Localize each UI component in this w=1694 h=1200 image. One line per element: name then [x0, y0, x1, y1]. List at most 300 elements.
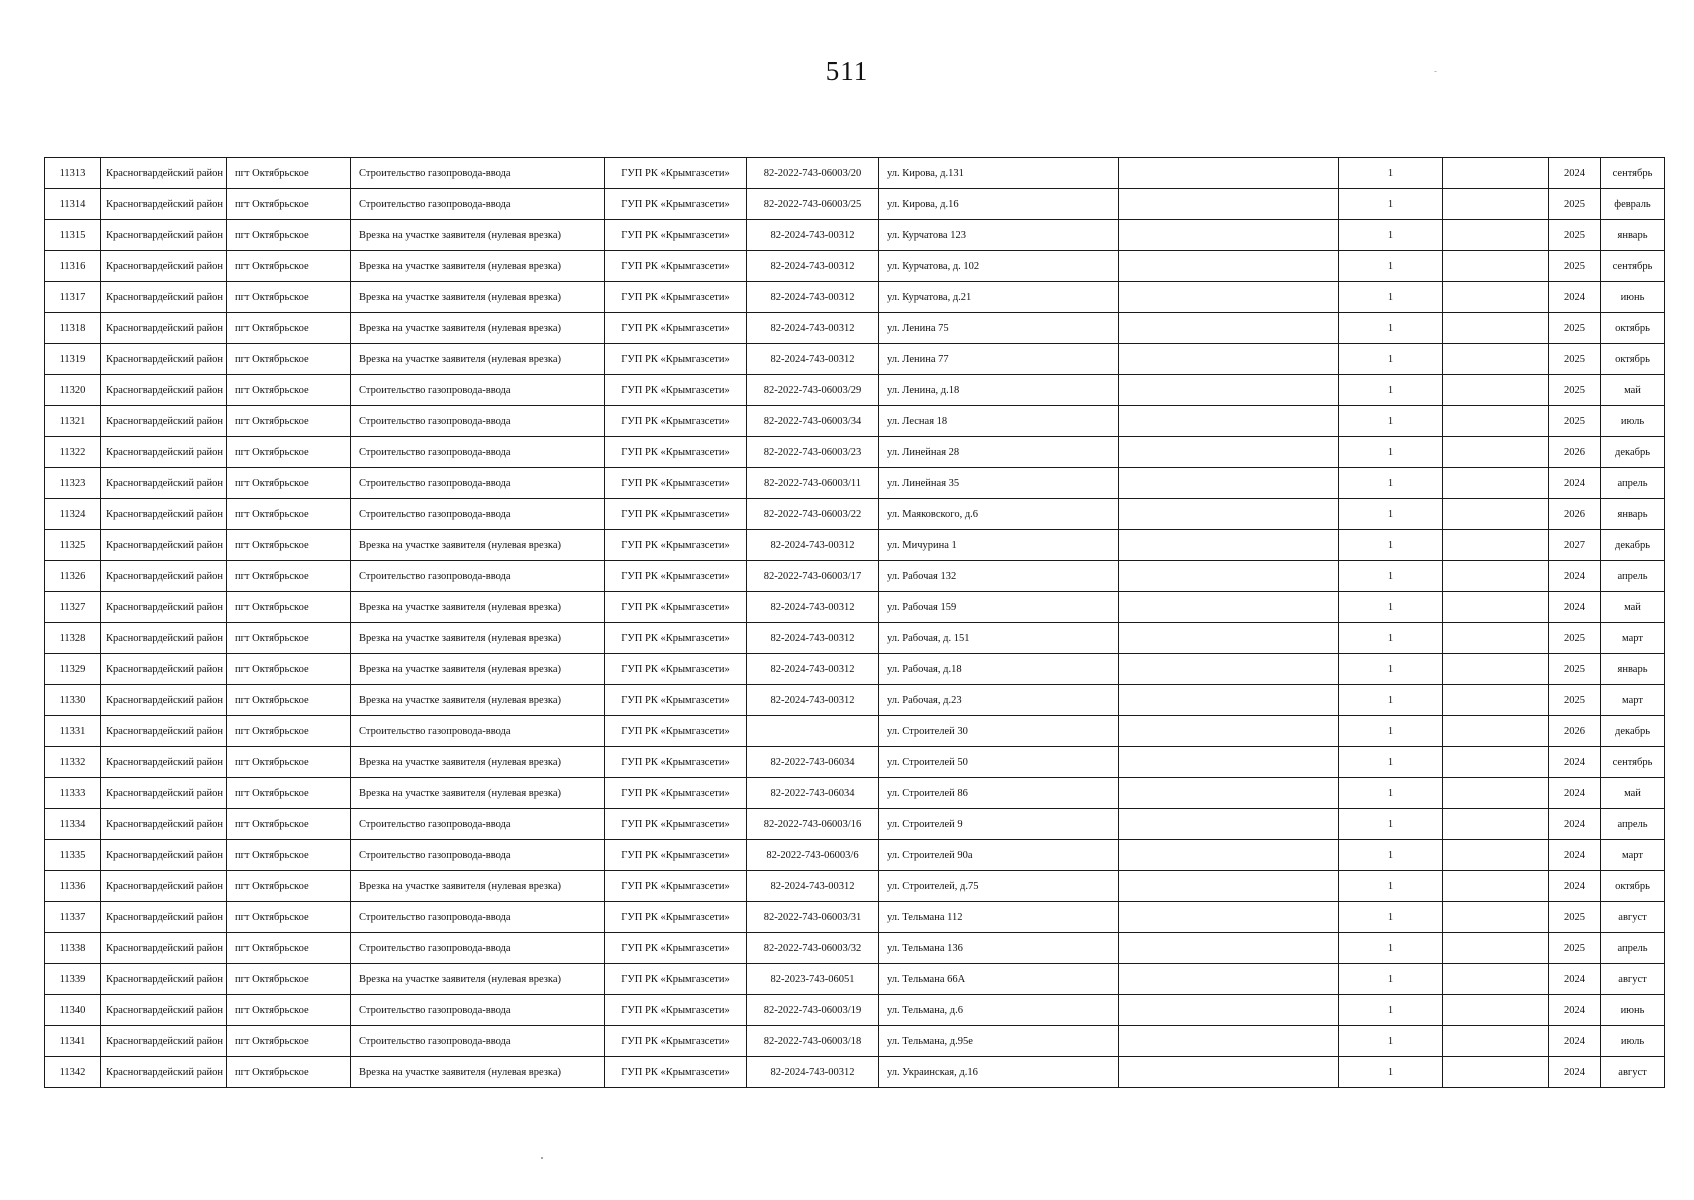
- empty-cell: [1119, 778, 1339, 809]
- address-cell: ул. Линейная 28: [879, 437, 1119, 468]
- settlement-cell: пгт Октябрьское: [227, 220, 351, 251]
- year-cell: 2024: [1549, 871, 1601, 902]
- row-number: 11335: [45, 840, 101, 871]
- quantity-cell: 1: [1339, 375, 1443, 406]
- district-cell: Красногвардейский район: [101, 964, 227, 995]
- row-number: 11336: [45, 871, 101, 902]
- document-code-cell: 82-2022-743-06003/16: [747, 809, 879, 840]
- organization-cell: ГУП РК «Крымгазсети»: [605, 251, 747, 282]
- work-type-cell: Врезка на участке заявителя (нулевая врезка): [351, 871, 605, 902]
- empty-cell: [1443, 871, 1549, 902]
- document-code-cell: 82-2024-743-00312: [747, 220, 879, 251]
- work-type-cell: Строительство газопровода-ввода: [351, 902, 605, 933]
- work-type-cell: Строительство газопровода-ввода: [351, 995, 605, 1026]
- document-code-cell: 82-2022-743-06003/22: [747, 499, 879, 530]
- document-code-cell: 82-2024-743-00312: [747, 282, 879, 313]
- address-cell: ул. Тельмана 66А: [879, 964, 1119, 995]
- address-cell: ул. Ленина 75: [879, 313, 1119, 344]
- table-row: [45, 220, 1665, 251]
- empty-cell: [1119, 375, 1339, 406]
- row-number: 11314: [45, 189, 101, 220]
- district-cell: Красногвардейский район: [101, 468, 227, 499]
- district-cell: Красногвардейский район: [101, 902, 227, 933]
- quantity-cell: 1: [1339, 1057, 1443, 1088]
- month-cell: январь: [1601, 499, 1665, 530]
- empty-cell: [1119, 499, 1339, 530]
- empty-cell: [1443, 1057, 1549, 1088]
- address-cell: ул. Рабочая 159: [879, 592, 1119, 623]
- work-type-cell: Строительство газопровода-ввода: [351, 158, 605, 189]
- settlement-cell: пгт Октябрьское: [227, 902, 351, 933]
- empty-cell: [1119, 623, 1339, 654]
- empty-cell: [1443, 158, 1549, 189]
- quantity-cell: 1: [1339, 747, 1443, 778]
- work-type-cell: Врезка на участке заявителя (нулевая врезка): [351, 623, 605, 654]
- organization-cell: ГУП РК «Крымгазсети»: [605, 468, 747, 499]
- table-row: [45, 747, 1665, 778]
- month-cell: декабрь: [1601, 716, 1665, 747]
- month-cell: март: [1601, 840, 1665, 871]
- organization-cell: ГУП РК «Крымгазсети»: [605, 809, 747, 840]
- organization-cell: ГУП РК «Крымгазсети»: [605, 437, 747, 468]
- quantity-cell: 1: [1339, 468, 1443, 499]
- district-cell: Красногвардейский район: [101, 375, 227, 406]
- work-type-cell: Врезка на участке заявителя (нулевая врезка): [351, 685, 605, 716]
- year-cell: 2025: [1549, 654, 1601, 685]
- empty-cell: [1443, 375, 1549, 406]
- work-type-cell: Врезка на участке заявителя (нулевая врезка): [351, 592, 605, 623]
- empty-cell: [1119, 158, 1339, 189]
- district-cell: Красногвардейский район: [101, 561, 227, 592]
- quantity-cell: 1: [1339, 871, 1443, 902]
- table-row: [45, 654, 1665, 685]
- empty-cell: [1119, 933, 1339, 964]
- row-number: 11319: [45, 344, 101, 375]
- quantity-cell: 1: [1339, 220, 1443, 251]
- document-code-cell: 82-2022-743-06003/29: [747, 375, 879, 406]
- settlement-cell: пгт Октябрьское: [227, 313, 351, 344]
- address-cell: ул. Украинская, д.16: [879, 1057, 1119, 1088]
- district-cell: Красногвардейский район: [101, 530, 227, 561]
- organization-cell: ГУП РК «Крымгазсети»: [605, 716, 747, 747]
- empty-cell: [1119, 313, 1339, 344]
- address-cell: ул. Тельмана, д.6: [879, 995, 1119, 1026]
- settlement-cell: пгт Октябрьское: [227, 561, 351, 592]
- settlement-cell: пгт Октябрьское: [227, 499, 351, 530]
- work-type-cell: Строительство газопровода-ввода: [351, 933, 605, 964]
- empty-cell: [1119, 282, 1339, 313]
- year-cell: 2024: [1549, 995, 1601, 1026]
- quantity-cell: 1: [1339, 499, 1443, 530]
- table-row: [45, 344, 1665, 375]
- settlement-cell: пгт Октябрьское: [227, 437, 351, 468]
- work-type-cell: Врезка на участке заявителя (нулевая врезка): [351, 964, 605, 995]
- year-cell: 2025: [1549, 189, 1601, 220]
- document-code-cell: 82-2024-743-00312: [747, 685, 879, 716]
- district-cell: Красногвардейский район: [101, 437, 227, 468]
- district-cell: Красногвардейский район: [101, 592, 227, 623]
- organization-cell: ГУП РК «Крымгазсети»: [605, 344, 747, 375]
- page-number: 511: [825, 56, 869, 86]
- work-type-cell: Врезка на участке заявителя (нулевая врезка): [351, 251, 605, 282]
- table-row: [45, 375, 1665, 406]
- row-number: 11342: [45, 1057, 101, 1088]
- district-cell: Красногвардейский район: [101, 623, 227, 654]
- document-code-cell: 82-2022-743-06034: [747, 778, 879, 809]
- organization-cell: ГУП РК «Крымгазсети»: [605, 592, 747, 623]
- district-cell: Красногвардейский район: [101, 778, 227, 809]
- empty-cell: [1443, 716, 1549, 747]
- organization-cell: ГУП РК «Крымгазсети»: [605, 685, 747, 716]
- organization-cell: ГУП РК «Крымгазсети»: [605, 1026, 747, 1057]
- year-cell: 2024: [1549, 468, 1601, 499]
- quantity-cell: 1: [1339, 406, 1443, 437]
- organization-cell: ГУП РК «Крымгазсети»: [605, 1057, 747, 1088]
- settlement-cell: пгт Октябрьское: [227, 871, 351, 902]
- empty-cell: [1119, 189, 1339, 220]
- district-cell: Красногвардейский район: [101, 809, 227, 840]
- address-cell: ул. Тельмана, д.95е: [879, 1026, 1119, 1057]
- empty-cell: [1119, 530, 1339, 561]
- quantity-cell: 1: [1339, 1026, 1443, 1057]
- table-row: [45, 933, 1665, 964]
- address-cell: ул. Рабочая, д. 151: [879, 623, 1119, 654]
- month-cell: декабрь: [1601, 437, 1665, 468]
- work-type-cell: Врезка на участке заявителя (нулевая врезка): [351, 530, 605, 561]
- work-type-cell: Врезка на участке заявителя (нулевая врезка): [351, 313, 605, 344]
- month-cell: июнь: [1601, 282, 1665, 313]
- settlement-cell: пгт Октябрьское: [227, 654, 351, 685]
- empty-cell: [1119, 840, 1339, 871]
- year-cell: 2024: [1549, 592, 1601, 623]
- organization-cell: ГУП РК «Крымгазсети»: [605, 220, 747, 251]
- work-type-cell: Строительство газопровода-ввода: [351, 189, 605, 220]
- empty-cell: [1443, 995, 1549, 1026]
- document-code-cell: 82-2022-743-06003/23: [747, 437, 879, 468]
- district-cell: Красногвардейский район: [101, 933, 227, 964]
- empty-cell: [1443, 313, 1549, 344]
- address-cell: ул. Курчатова, д. 102: [879, 251, 1119, 282]
- work-type-cell: Строительство газопровода-ввода: [351, 375, 605, 406]
- empty-cell: [1119, 809, 1339, 840]
- quantity-cell: 1: [1339, 778, 1443, 809]
- district-cell: Красногвардейский район: [101, 1057, 227, 1088]
- empty-cell: [1443, 561, 1549, 592]
- year-cell: 2024: [1549, 778, 1601, 809]
- empty-cell: [1119, 747, 1339, 778]
- settlement-cell: пгт Октябрьское: [227, 685, 351, 716]
- month-cell: август: [1601, 902, 1665, 933]
- document-code-cell: 82-2022-743-06003/20: [747, 158, 879, 189]
- month-cell: июль: [1601, 1026, 1665, 1057]
- month-cell: май: [1601, 778, 1665, 809]
- gasification-schedule-table: [44, 157, 1665, 1088]
- row-number: 11322: [45, 437, 101, 468]
- district-cell: Красногвардейский район: [101, 716, 227, 747]
- document-code-cell: 82-2022-743-06003/6: [747, 840, 879, 871]
- empty-cell: [1443, 778, 1549, 809]
- quantity-cell: 1: [1339, 592, 1443, 623]
- work-type-cell: Строительство газопровода-ввода: [351, 840, 605, 871]
- district-cell: Красногвардейский район: [101, 995, 227, 1026]
- address-cell: ул. Строителей 9: [879, 809, 1119, 840]
- month-cell: январь: [1601, 654, 1665, 685]
- quantity-cell: 1: [1339, 623, 1443, 654]
- row-number: 11317: [45, 282, 101, 313]
- row-number: 11326: [45, 561, 101, 592]
- work-type-cell: Строительство газопровода-ввода: [351, 406, 605, 437]
- document-code-cell: 82-2024-743-00312: [747, 654, 879, 685]
- table-row: [45, 592, 1665, 623]
- year-cell: 2024: [1549, 282, 1601, 313]
- quantity-cell: 1: [1339, 964, 1443, 995]
- district-cell: Красногвардейский район: [101, 406, 227, 437]
- month-cell: сентябрь: [1601, 747, 1665, 778]
- organization-cell: ГУП РК «Крымгазсети»: [605, 375, 747, 406]
- address-cell: ул. Строителей 50: [879, 747, 1119, 778]
- organization-cell: ГУП РК «Крымгазсети»: [605, 623, 747, 654]
- scan-speck: [1434, 71, 1437, 72]
- settlement-cell: пгт Октябрьское: [227, 809, 351, 840]
- quantity-cell: 1: [1339, 313, 1443, 344]
- work-type-cell: Врезка на участке заявителя (нулевая врезка): [351, 654, 605, 685]
- table-row: [45, 251, 1665, 282]
- month-cell: май: [1601, 592, 1665, 623]
- settlement-cell: пгт Октябрьское: [227, 282, 351, 313]
- settlement-cell: пгт Октябрьское: [227, 995, 351, 1026]
- empty-cell: [1119, 437, 1339, 468]
- empty-cell: [1443, 747, 1549, 778]
- address-cell: ул. Тельмана 136: [879, 933, 1119, 964]
- document-code-cell: 82-2022-743-06003/25: [747, 189, 879, 220]
- month-cell: август: [1601, 1057, 1665, 1088]
- address-cell: ул. Рабочая 132: [879, 561, 1119, 592]
- empty-cell: [1119, 344, 1339, 375]
- organization-cell: ГУП РК «Крымгазсети»: [605, 406, 747, 437]
- settlement-cell: пгт Октябрьское: [227, 840, 351, 871]
- quantity-cell: 1: [1339, 902, 1443, 933]
- empty-cell: [1443, 344, 1549, 375]
- document-code-cell: 82-2024-743-00312: [747, 251, 879, 282]
- address-cell: ул. Строителей 86: [879, 778, 1119, 809]
- year-cell: 2025: [1549, 902, 1601, 933]
- row-number: 11333: [45, 778, 101, 809]
- row-number: 11337: [45, 902, 101, 933]
- document-code-cell: 82-2022-743-06003/32: [747, 933, 879, 964]
- settlement-cell: пгт Октябрьское: [227, 468, 351, 499]
- empty-cell: [1119, 902, 1339, 933]
- organization-cell: ГУП РК «Крымгазсети»: [605, 778, 747, 809]
- table-row: [45, 282, 1665, 313]
- year-cell: 2025: [1549, 251, 1601, 282]
- district-cell: Красногвардейский район: [101, 313, 227, 344]
- row-number: 11332: [45, 747, 101, 778]
- address-cell: ул. Кирова, д.16: [879, 189, 1119, 220]
- work-type-cell: Строительство газопровода-ввода: [351, 809, 605, 840]
- empty-cell: [1443, 282, 1549, 313]
- empty-cell: [1119, 716, 1339, 747]
- document-code-cell: [747, 716, 879, 747]
- document-code-cell: 82-2022-743-06003/17: [747, 561, 879, 592]
- district-cell: Красногвардейский район: [101, 220, 227, 251]
- month-cell: июнь: [1601, 995, 1665, 1026]
- address-cell: ул. Строителей 90а: [879, 840, 1119, 871]
- address-cell: ул. Строителей, д.75: [879, 871, 1119, 902]
- year-cell: 2024: [1549, 747, 1601, 778]
- table-row: [45, 437, 1665, 468]
- year-cell: 2025: [1549, 220, 1601, 251]
- scan-speck: [541, 1157, 543, 1159]
- district-cell: Красногвардейский район: [101, 654, 227, 685]
- document-code-cell: 82-2024-743-00312: [747, 623, 879, 654]
- document-code-cell: 82-2024-743-00312: [747, 313, 879, 344]
- row-number: 11323: [45, 468, 101, 499]
- district-cell: Красногвардейский район: [101, 1026, 227, 1057]
- settlement-cell: пгт Октябрьское: [227, 778, 351, 809]
- settlement-cell: пгт Октябрьское: [227, 1026, 351, 1057]
- month-cell: август: [1601, 964, 1665, 995]
- table-row: [45, 468, 1665, 499]
- row-number: 11334: [45, 809, 101, 840]
- month-cell: май: [1601, 375, 1665, 406]
- settlement-cell: пгт Октябрьское: [227, 251, 351, 282]
- year-cell: 2026: [1549, 499, 1601, 530]
- month-cell: июль: [1601, 406, 1665, 437]
- year-cell: 2024: [1549, 809, 1601, 840]
- table-row: [45, 158, 1665, 189]
- row-number: 11320: [45, 375, 101, 406]
- address-cell: ул. Линейная 35: [879, 468, 1119, 499]
- empty-cell: [1119, 406, 1339, 437]
- year-cell: 2024: [1549, 1057, 1601, 1088]
- settlement-cell: пгт Октябрьское: [227, 716, 351, 747]
- row-number: 11324: [45, 499, 101, 530]
- settlement-cell: пгт Октябрьское: [227, 158, 351, 189]
- row-number: 11325: [45, 530, 101, 561]
- year-cell: 2024: [1549, 561, 1601, 592]
- work-type-cell: Строительство газопровода-ввода: [351, 468, 605, 499]
- empty-cell: [1119, 561, 1339, 592]
- empty-cell: [1443, 933, 1549, 964]
- table-row: [45, 995, 1665, 1026]
- row-number: 11339: [45, 964, 101, 995]
- document-code-cell: 82-2022-743-06003/11: [747, 468, 879, 499]
- month-cell: октябрь: [1601, 344, 1665, 375]
- month-cell: апрель: [1601, 468, 1665, 499]
- address-cell: ул. Рабочая, д.18: [879, 654, 1119, 685]
- settlement-cell: пгт Октябрьское: [227, 189, 351, 220]
- document-code-cell: 82-2024-743-00312: [747, 344, 879, 375]
- organization-cell: ГУП РК «Крымгазсети»: [605, 530, 747, 561]
- month-cell: апрель: [1601, 933, 1665, 964]
- table-row: [45, 530, 1665, 561]
- organization-cell: ГУП РК «Крымгазсети»: [605, 282, 747, 313]
- empty-cell: [1443, 685, 1549, 716]
- year-cell: 2025: [1549, 375, 1601, 406]
- table-row: [45, 716, 1665, 747]
- address-cell: ул. Кирова, д.131: [879, 158, 1119, 189]
- empty-cell: [1119, 1026, 1339, 1057]
- address-cell: ул. Тельмана 112: [879, 902, 1119, 933]
- address-cell: ул. Ленина 77: [879, 344, 1119, 375]
- settlement-cell: пгт Октябрьское: [227, 964, 351, 995]
- work-type-cell: Строительство газопровода-ввода: [351, 716, 605, 747]
- year-cell: 2025: [1549, 685, 1601, 716]
- settlement-cell: пгт Октябрьское: [227, 375, 351, 406]
- month-cell: декабрь: [1601, 530, 1665, 561]
- row-number: 11318: [45, 313, 101, 344]
- district-cell: Красногвардейский район: [101, 685, 227, 716]
- empty-cell: [1443, 902, 1549, 933]
- empty-cell: [1119, 654, 1339, 685]
- empty-cell: [1119, 468, 1339, 499]
- work-type-cell: Врезка на участке заявителя (нулевая врезка): [351, 747, 605, 778]
- empty-cell: [1443, 220, 1549, 251]
- organization-cell: ГУП РК «Крымгазсети»: [605, 158, 747, 189]
- settlement-cell: пгт Октябрьское: [227, 1057, 351, 1088]
- empty-cell: [1119, 592, 1339, 623]
- row-number: 11315: [45, 220, 101, 251]
- empty-cell: [1119, 995, 1339, 1026]
- empty-cell: [1443, 530, 1549, 561]
- year-cell: 2025: [1549, 623, 1601, 654]
- quantity-cell: 1: [1339, 437, 1443, 468]
- settlement-cell: пгт Октябрьское: [227, 406, 351, 437]
- table-row: [45, 623, 1665, 654]
- year-cell: 2027: [1549, 530, 1601, 561]
- empty-cell: [1443, 189, 1549, 220]
- document-code-cell: 82-2022-743-06003/34: [747, 406, 879, 437]
- address-cell: ул. Рабочая, д.23: [879, 685, 1119, 716]
- empty-cell: [1119, 220, 1339, 251]
- district-cell: Красногвардейский район: [101, 344, 227, 375]
- table-row: [45, 189, 1665, 220]
- month-cell: январь: [1601, 220, 1665, 251]
- address-cell: ул. Ленина, д.18: [879, 375, 1119, 406]
- empty-cell: [1119, 1057, 1339, 1088]
- row-number: 11313: [45, 158, 101, 189]
- row-number: 11341: [45, 1026, 101, 1057]
- district-cell: Красногвардейский район: [101, 840, 227, 871]
- year-cell: 2024: [1549, 158, 1601, 189]
- work-type-cell: Врезка на участке заявителя (нулевая врезка): [351, 282, 605, 313]
- quantity-cell: 1: [1339, 654, 1443, 685]
- table-row: [45, 685, 1665, 716]
- year-cell: 2024: [1549, 1026, 1601, 1057]
- work-type-cell: Строительство газопровода-ввода: [351, 499, 605, 530]
- empty-cell: [1443, 809, 1549, 840]
- table-row: [45, 964, 1665, 995]
- month-cell: февраль: [1601, 189, 1665, 220]
- month-cell: апрель: [1601, 809, 1665, 840]
- row-number: 11338: [45, 933, 101, 964]
- quantity-cell: 1: [1339, 344, 1443, 375]
- settlement-cell: пгт Октябрьское: [227, 344, 351, 375]
- month-cell: март: [1601, 685, 1665, 716]
- district-cell: Красногвардейский район: [101, 189, 227, 220]
- table-row: [45, 1026, 1665, 1057]
- organization-cell: ГУП РК «Крымгазсети»: [605, 747, 747, 778]
- district-cell: Красногвардейский район: [101, 871, 227, 902]
- empty-cell: [1443, 406, 1549, 437]
- table-row: [45, 499, 1665, 530]
- settlement-cell: пгт Октябрьское: [227, 530, 351, 561]
- empty-cell: [1443, 1026, 1549, 1057]
- district-cell: Красногвардейский район: [101, 158, 227, 189]
- table-row: [45, 902, 1665, 933]
- table-row: [45, 313, 1665, 344]
- work-type-cell: Строительство газопровода-ввода: [351, 561, 605, 592]
